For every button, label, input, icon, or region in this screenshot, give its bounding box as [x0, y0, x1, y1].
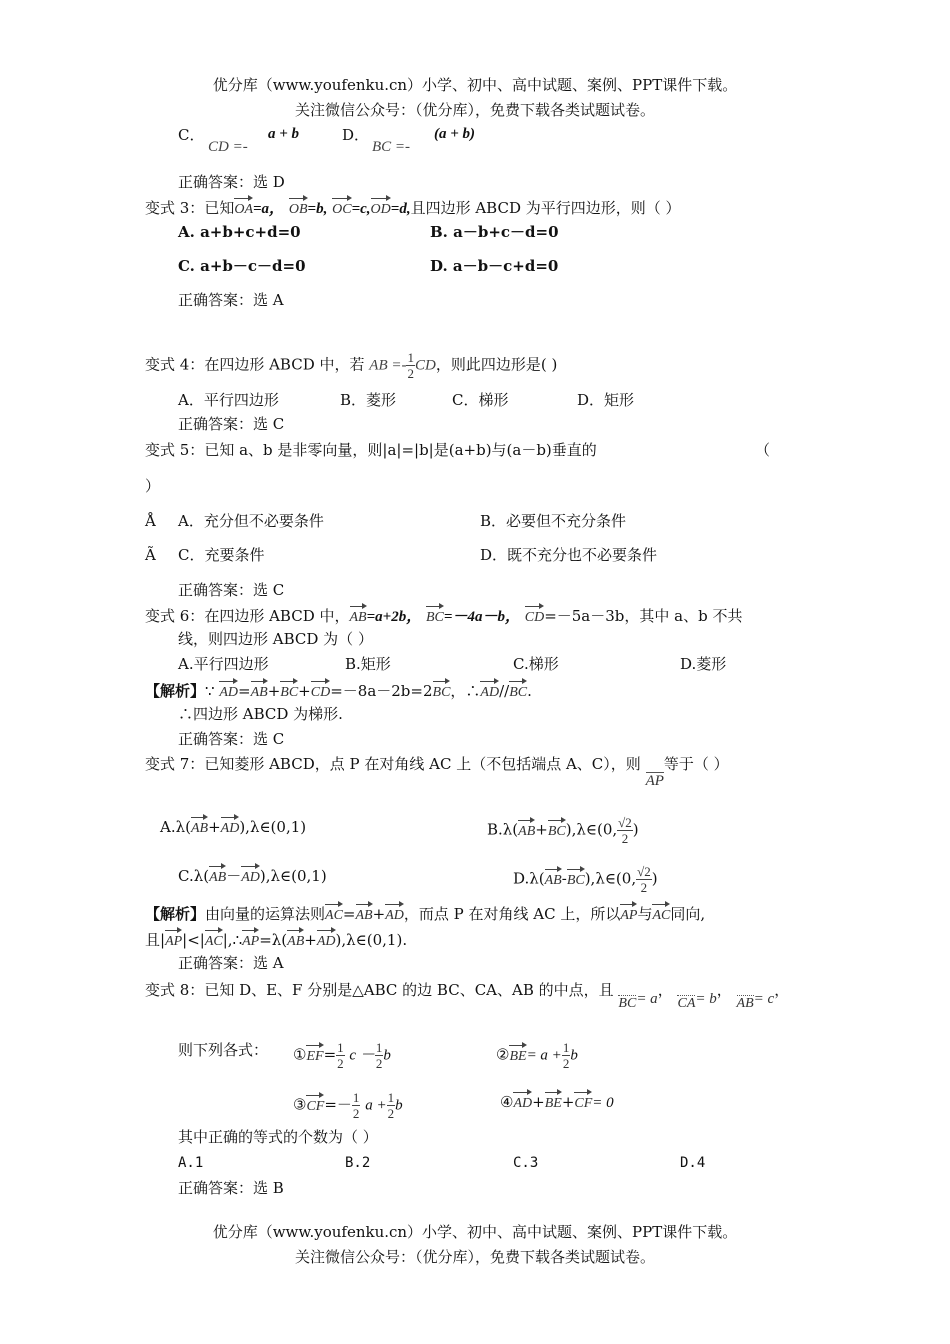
- vector-ac: AC: [652, 902, 670, 926]
- question-7-answer: 正确答案：选 A: [178, 954, 284, 972]
- fraction-sqrt2-over-2: $\frac{√2}{2}$: [618, 815, 632, 846]
- question-8-option-b: B.2: [345, 1155, 371, 1171]
- vector-ap: AP: [645, 773, 664, 789]
- question-6-stem-line2: 线，则四边形 ABCD 为（ ）: [178, 630, 373, 648]
- equation-3: [293, 1090, 403, 1121]
- question-6-option-d: D.菱形: [680, 655, 727, 673]
- analysis-text: ),λ∈(0,1).: [335, 931, 408, 949]
- vector-bc: BC: [426, 604, 444, 628]
- vector-cd: CD: [414, 357, 436, 374]
- equation-1: [293, 1040, 391, 1071]
- question-3-stem: [145, 196, 681, 220]
- vector-ad: AD: [480, 679, 499, 703]
- stem-text: 已知菱形 ABCD，点 P 在对角线 AC 上（不包括端点 A、C），则: [204, 755, 641, 773]
- equals: =: [323, 1045, 337, 1064]
- vector-ab: AB: [287, 928, 304, 952]
- question-7-stem: [145, 754, 729, 789]
- equation-2: [496, 1040, 578, 1071]
- vector-ad: AD: [219, 679, 238, 703]
- question-4-option-c: C．梯形: [452, 391, 509, 409]
- question-5-stem: [145, 440, 597, 460]
- vector-ap: AP: [242, 928, 259, 952]
- vector-cd: CD: [525, 604, 544, 628]
- question-6-stem: [145, 604, 742, 628]
- plus: +: [304, 931, 317, 949]
- plus: +: [561, 1093, 575, 1111]
- answer-prev: 正确答案：选 D: [178, 173, 285, 191]
- equation-term: = a +: [526, 1047, 562, 1064]
- vector-bc: BC: [567, 867, 585, 891]
- vector-ca: CA: [677, 996, 696, 1011]
- because-symbol: ∵: [205, 682, 215, 700]
- vector-value: =b,: [307, 201, 328, 217]
- question-7-analysis: [145, 902, 705, 926]
- fraction-half: $\frac{1}{2}$: [407, 350, 414, 381]
- question-4-option-a: A．平行四边形: [178, 391, 279, 409]
- vector-oc: OC: [332, 196, 351, 220]
- vector-ap: AP: [620, 902, 637, 926]
- plus: +: [298, 682, 311, 700]
- stem-text: 在四边形 ABCD 中，若: [204, 355, 365, 374]
- vector-ab: AB: [545, 867, 562, 891]
- vector-value: =a，: [253, 201, 285, 217]
- question-7-option-d: [513, 864, 658, 895]
- period: .: [527, 682, 532, 700]
- question-3-option-a: A. a+b+c+d=0: [178, 223, 301, 241]
- vector-ad: AD: [221, 815, 240, 839]
- vector-ab: AB: [736, 996, 754, 1011]
- vector-be: BE: [545, 1090, 562, 1114]
- equals-b: = b: [695, 991, 717, 1007]
- vector-bc: BC: [280, 679, 298, 703]
- vector-value: =d,: [390, 201, 411, 217]
- equation-term: b: [395, 1097, 403, 1114]
- question-5-option-b: B．必要但不充分条件: [480, 512, 627, 530]
- analysis-label: 【解析】: [145, 905, 206, 923]
- stray-glyph: Å: [145, 512, 156, 530]
- fraction-half: $\frac{1}{2}$: [375, 1040, 383, 1071]
- footer-line-2: 关注微信公众号：（优分库），免费下载各类试题试卷。: [294, 1248, 655, 1266]
- vector-ac: AC: [205, 928, 223, 952]
- stem-text: 已知 a、b 是非零向量，则|a|=|b|是(a+b)与(a－b)垂直的: [204, 441, 597, 459]
- stray-glyph: Ã: [145, 546, 156, 564]
- question-3-option-c: C. a+b－c－d=0: [178, 257, 306, 275]
- question-7-analysis-line2: [145, 928, 407, 952]
- vector-value: =－5a－3b，其中 a、b 不共: [544, 607, 743, 625]
- analysis-text: ，而点 P 在对角线 AC 上，所以: [403, 905, 621, 923]
- parallel-symbol: //: [499, 682, 510, 700]
- equation-term: c －: [349, 1047, 375, 1064]
- analysis-text: =λ(: [259, 931, 288, 949]
- question-label: 变式 5：: [145, 441, 205, 459]
- question-8-stem: [145, 980, 790, 1011]
- plus: +: [532, 1093, 545, 1111]
- fraction-half: $\frac{1}{2}$: [352, 1090, 360, 1121]
- stem-text: 且四边形 ABCD 为平行四边形，则（ ）: [410, 199, 681, 217]
- question-3-answer: 正确答案：选 A: [178, 291, 284, 309]
- equation-term: a +: [365, 1097, 387, 1114]
- analysis-text: 与: [637, 905, 653, 923]
- question-8-answer: 正确答案：选 B: [178, 1179, 284, 1197]
- analysis-label: 【解析】: [145, 682, 206, 700]
- question-8-question: 其中正确的等式的个数为（ ）: [178, 1128, 378, 1146]
- question-label: 变式 7：: [145, 755, 205, 773]
- therefore: ，∴: [450, 682, 481, 700]
- circle-number: ④: [500, 1093, 514, 1111]
- equals-c: = c: [753, 991, 775, 1007]
- equation-term: =－: [324, 1095, 352, 1114]
- analysis-text: |<|: [182, 931, 205, 949]
- close-paren: ): [651, 869, 658, 888]
- header-line-1: 优分库（www.youfenku.cn）小学、初中、高中试题、案例、PPT课件下载。: [212, 76, 738, 94]
- question-6-analysis: [145, 679, 532, 703]
- option-c-label: C．: [178, 126, 205, 144]
- option-d-expr: BC =-: [372, 139, 411, 155]
- fraction-sqrt2-over-2: $\frac{√2}{2}$: [637, 864, 651, 895]
- dash: -: [561, 869, 567, 888]
- question-6-option-c: C.梯形: [513, 655, 559, 673]
- vector-value: =a+2b，: [366, 609, 422, 625]
- separator: ，: [774, 981, 790, 999]
- option-suffix: ),λ∈(0,: [565, 820, 618, 839]
- minus: －: [226, 867, 242, 885]
- fraction-half: $\frac{1}{2}$: [562, 1040, 570, 1071]
- vector-be: BE: [509, 1043, 526, 1067]
- vector-ab: AB: [191, 815, 208, 839]
- vector-cf: CF: [574, 1090, 592, 1114]
- circle-number: ①: [293, 1045, 307, 1064]
- option-suffix: ),λ∈(0,: [584, 869, 637, 888]
- vector-ap: AP: [165, 928, 182, 952]
- vector-ab: AB: [209, 864, 226, 888]
- vector-cd: CD: [311, 679, 330, 703]
- stem-text: 等于（ ）: [663, 755, 729, 773]
- question-5-option-a: A．充分但不必要条件: [178, 512, 324, 530]
- question-4-option-b: B．菱形: [340, 391, 397, 409]
- equals-a: = a: [636, 991, 658, 1007]
- vector-od: OD: [371, 196, 391, 220]
- analysis-text: |,∴: [222, 931, 243, 949]
- separator: ，: [716, 981, 732, 999]
- option-prefix: A.λ(: [160, 818, 191, 836]
- equation-term: = 0: [592, 1095, 614, 1111]
- question-label: 变式 3：: [145, 199, 205, 217]
- header-line-2: 关注微信公众号：（优分库），免费下载各类试题试卷。: [294, 101, 655, 119]
- question-6-option-a: A.平行四边形: [178, 655, 269, 673]
- vector-bc: BC: [509, 679, 527, 703]
- circle-number: ③: [293, 1095, 307, 1114]
- vector-ab: AB: [350, 604, 367, 628]
- equation-term: b: [570, 1047, 578, 1064]
- equation-4: [500, 1090, 614, 1114]
- equation-term: b: [383, 1047, 391, 1064]
- question-3-option-b: B. a－b+c－d=0: [430, 223, 559, 241]
- option-d-label: D．: [342, 126, 370, 144]
- question-5-option-c: C．充要条件: [178, 546, 265, 564]
- question-5-answer: 正确答案：选 C: [178, 581, 285, 599]
- option-c-tail: a + b: [268, 126, 300, 142]
- question-3-option-d: D. a－b－c+d=0: [430, 257, 559, 275]
- result: =－8a－2b=2: [330, 682, 433, 700]
- question-8-option-a: A.1: [178, 1155, 204, 1171]
- option-prefix: C.λ(: [178, 867, 210, 885]
- question-7-option-a: [160, 815, 306, 839]
- analysis-text: 且|: [145, 931, 166, 949]
- vector-ad: AD: [241, 864, 260, 888]
- vector-expression: AB =-: [369, 357, 407, 374]
- question-6-answer: 正确答案：选 C: [178, 730, 285, 748]
- vector-cf: CF: [306, 1093, 324, 1117]
- analysis-text: 同向,: [670, 905, 706, 923]
- vector-value: =－4a－b，: [443, 609, 520, 625]
- plus: +: [208, 818, 221, 836]
- vector-ab: AB: [356, 902, 373, 926]
- question-5-option-d: D．既不充分也不必要条件: [480, 546, 658, 564]
- analysis-text: 由向量的运算法则: [205, 905, 326, 923]
- footer-line-1: 优分库（www.youfenku.cn）小学、初中、高中试题、案例、PPT课件下载。: [212, 1223, 738, 1241]
- stem-text: 已知 D、E、F 分别是△ABC 的边 BC、CA、AB 的中点，且: [204, 981, 614, 999]
- vector-ob: OB: [289, 196, 308, 220]
- vector-ad: AD: [385, 902, 404, 926]
- question-6-conclusion: ∴四边形 ABCD 为梯形.: [178, 705, 343, 723]
- vector-ad: AD: [317, 928, 336, 952]
- stem-text: 已知: [204, 199, 235, 217]
- question-7-option-b: [487, 815, 639, 846]
- equals: =: [238, 682, 251, 700]
- option-suffix: ),λ∈(0,1): [239, 818, 307, 836]
- option-prefix: B.λ(: [487, 820, 519, 839]
- fraction-half: $\frac{1}{2}$: [337, 1040, 344, 1071]
- vector-ef: EF: [306, 1043, 323, 1067]
- option-d-tail: (a + b): [434, 126, 476, 142]
- circle-number: ②: [496, 1045, 510, 1064]
- paren-close: ）: [145, 477, 161, 495]
- vector-bc: BC: [433, 679, 451, 703]
- equals: =: [342, 905, 356, 923]
- question-8-intro: 则下列各式：: [178, 1041, 269, 1059]
- question-4-option-d: D．矩形: [577, 391, 635, 409]
- stem-text: 在四边形 ABCD 中，: [204, 607, 350, 625]
- stem-text: ，则此四边形是( ): [435, 355, 558, 374]
- question-label: 变式 8：: [145, 981, 205, 999]
- vector-bc: BC: [618, 996, 637, 1011]
- vector-ad: AD: [513, 1090, 532, 1114]
- question-8-option-d: D.4: [680, 1155, 706, 1171]
- vector-ac: AC: [325, 902, 343, 926]
- separator: ，: [657, 981, 673, 999]
- plus: +: [372, 905, 386, 923]
- question-4-stem: [145, 350, 557, 381]
- question-6-option-b: B.矩形: [345, 655, 391, 673]
- question-8-option-c: C.3: [513, 1155, 539, 1171]
- question-label: 变式 6：: [145, 607, 205, 625]
- vector-oa: OA: [234, 196, 253, 220]
- option-suffix: ),λ∈(0,1): [259, 867, 327, 885]
- vector-ab: AB: [518, 818, 535, 842]
- option-prefix: D.λ(: [513, 869, 545, 888]
- vector-ab: AB: [251, 679, 268, 703]
- fraction-half: $\frac{1}{2}$: [387, 1090, 395, 1121]
- question-7-option-c: [178, 864, 327, 888]
- vector-bc: BC: [548, 818, 566, 842]
- option-c-expr: CD =-: [208, 139, 248, 155]
- question-label: 变式 4：: [145, 355, 205, 374]
- plus: +: [535, 820, 548, 839]
- question-4-answer: 正确答案：选 C: [178, 415, 285, 433]
- plus: +: [267, 682, 281, 700]
- vector-value: =c,: [351, 201, 371, 217]
- paren-open: （: [755, 441, 771, 459]
- close-paren: ): [632, 820, 639, 839]
